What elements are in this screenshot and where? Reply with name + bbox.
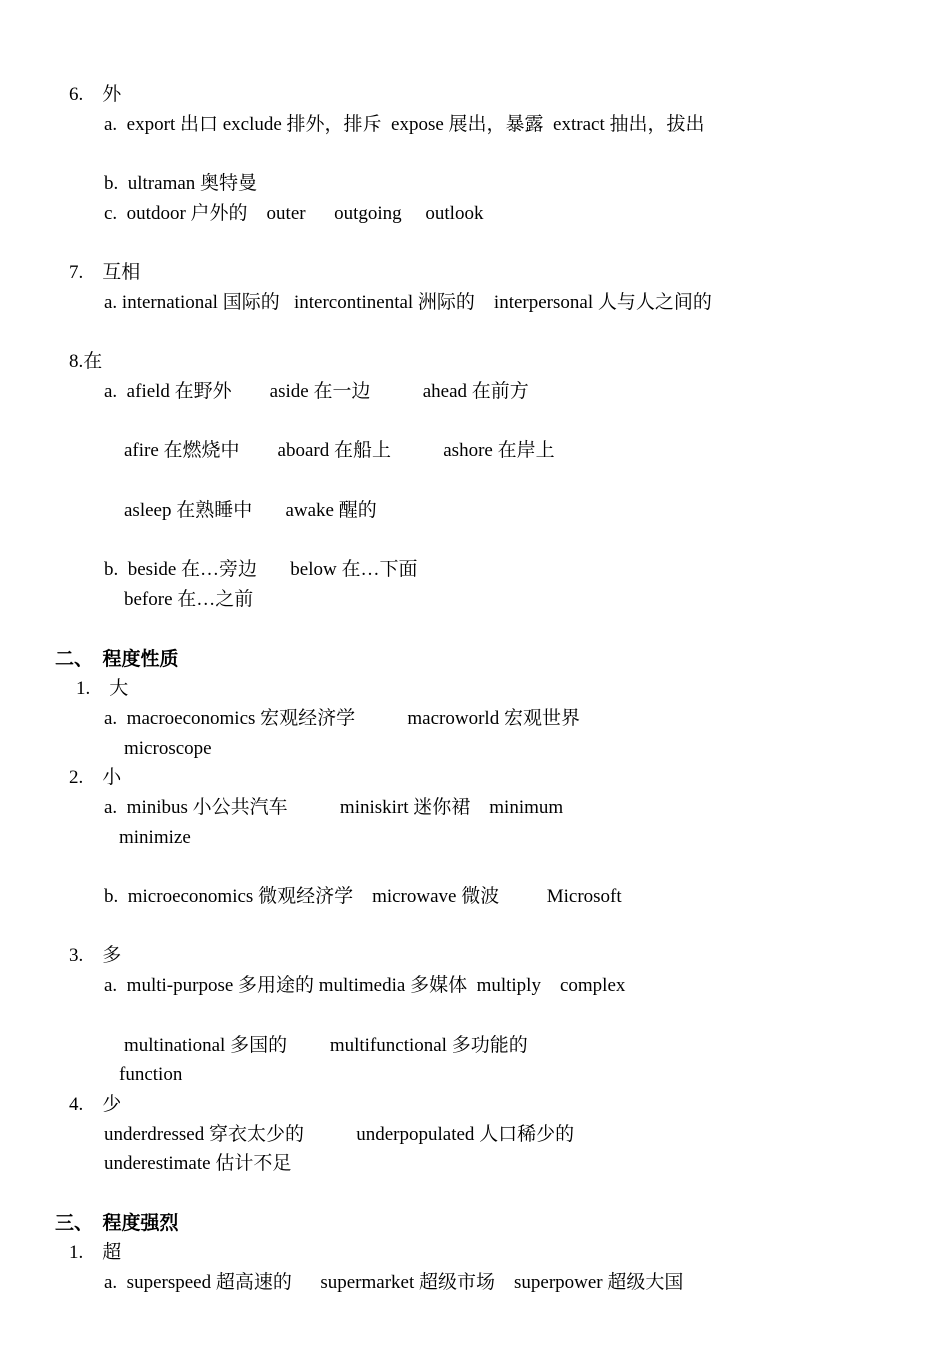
item-6-heading: 6. 外 [69,84,122,105]
s3-item-1-heading: 1. 超 [69,1242,122,1263]
s2-item-2-line-b: b. microeconomics 微观经济学 microwave 微波 Microsoft [104,886,622,907]
s2-item-1-heading: 1. 大 [76,678,129,699]
s2-item-4-line-2: underestimate 估计不足 [104,1153,292,1174]
s2-item-4-line-1: underdressed 穿衣太少的 underpopulated 人口稀少的 [104,1124,575,1145]
s2-item-2-line-a2: minimize [119,827,191,848]
section-3-heading: 三、 程度强烈 [55,1213,179,1234]
item-8-line-a2: afire 在燃烧中 aboard 在船上 ashore 在岸上 [124,440,555,461]
item-6-line-a: a. export 出口 exclude 排外，排斥 expose 展出，暴露 extract 抽出，拔出 [104,114,705,135]
s2-item-3-heading: 3. 多 [69,945,122,966]
item-8-line-a3: asleep 在熟睡中 awake 醒的 [124,500,377,521]
s2-item-4-heading: 4. 少 [69,1094,122,1115]
s2-item-3-line-a: a. multi-purpose 多用途的 multimedia 多媒体 multiply complex [104,975,626,996]
item-7-heading: 7. 互相 [69,262,141,283]
item-8-heading: 8.在 [69,351,103,372]
item-8-line-a1: a. afield 在野外 aside 在一边 ahead 在前方 [104,381,529,402]
s2-item-1-line-a2: microscope [124,738,212,759]
item-6-line-b: b. ultraman 奥特曼 [104,173,258,194]
section-2-heading: 二、 程度性质 [55,649,179,670]
item-8-line-b1: b. beside 在…旁边 below 在…下面 [104,559,418,580]
s2-item-2-heading: 2. 小 [69,767,122,788]
s2-item-3-line-a2: multinational 多国的 multifunctional 多功能的 [124,1035,528,1056]
item-7-line-a: a. international 国际的 intercontinental 洲际的 interpersonal 人与人之间的 [104,292,712,313]
s2-item-3-line-a3: function [119,1064,183,1085]
item-6-line-c: c. outdoor 户外的 outer outgoing outlook [104,203,484,224]
s2-item-2-line-a: a. minibus 小公共汽车 miniskirt 迷你裙 minimum [104,797,564,818]
s3-item-1-line-a: a. superspeed 超高速的 supermarket 超级市场 superpower 超级大国 [104,1272,684,1293]
item-8-line-b2: before 在…之前 [124,589,254,610]
s2-item-1-line-a: a. macroeconomics 宏观经济学 macroworld 宏观世界 [104,708,580,729]
